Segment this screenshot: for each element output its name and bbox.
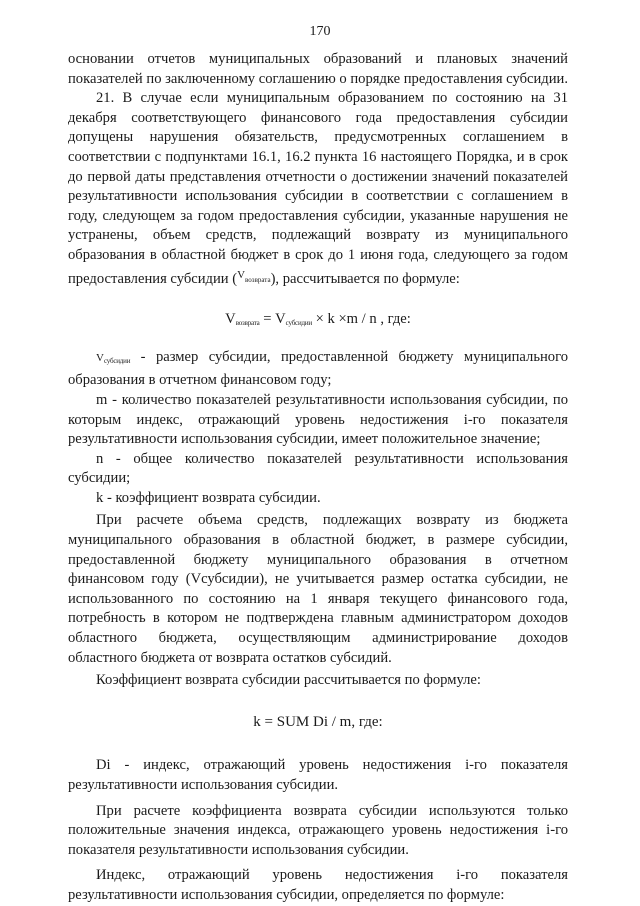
paragraph-calculation-note: При расчете объема средств, подлежащих возврату из бюджета муниципального образования в областной бюджет, в размере субсидии, предоставленной бюджету муниципального образования в отчетном финансовом году (Vсубсидии), не учитывается размер остатка субсидии, не использованного по состоянию на 1 января текущего финансового года, потребность в котором не подтверждена главным администратором доходов областного бюджета, осуществляющим администрирование доходов областного бюджета от возврата остатков субсидий. (68, 512, 568, 666)
def-v-text: - размер субсидии, предоставленной бюджету муниципального образования в отчетном финансовом году; (68, 348, 568, 389)
v-return-symbol: V (237, 268, 246, 281)
return-volume-formula (68, 310, 568, 334)
formula-v-subsidy: V (275, 311, 286, 328)
def-v-subscript: субсидии (103, 356, 131, 365)
def-v-symbol: V (96, 351, 104, 364)
definition-k: k - коэффициент возврата субсидии. (96, 489, 321, 506)
definition-n: n - общее количество показателей результативности использования субсидии; (68, 450, 568, 487)
formula-rest: × k ×m / n (311, 311, 377, 328)
v-return-subscript: возврата (245, 275, 271, 284)
definition-di: Di - индекс, отражающий уровень недостижения i-го показателя результативности использования субсидии. (68, 757, 568, 793)
formula-v-subsidy-sub: субсидии (285, 319, 312, 328)
paragraph-index-formula-intro: Индекс, отражающий уровень недостижения i-го показателя результативности использования субсидии, определяется по формуле: (68, 867, 568, 903)
paragraph-continuation: основании отчетов муниципальных образований и плановых значений показателей по заключенному соглашению о порядке предоставления субсидии. (68, 51, 568, 87)
formula-v-return-sub: возврата (235, 319, 260, 328)
page-content (68, 50, 568, 906)
paragraph-21-tail: ), рассчитывается по формуле: (270, 270, 460, 287)
page-number: 170 (309, 24, 331, 39)
formula-v-return: V (225, 311, 236, 328)
paragraph-coefficient-intro: Коэффициент возврата субсидии рассчитывается по формуле: (96, 672, 481, 689)
definition-v-subsidy (68, 348, 568, 391)
coefficient-formula: k = SUM Di / m, где: (253, 713, 383, 730)
definition-m: m - количество показателей результативности использования субсидии, по которым индекс, отражающий уровень недостижения i-го показателя результативности использования субсидии, имеет положительное значение; (68, 391, 568, 448)
formula-equals: = (259, 311, 276, 328)
paragraph-21-text: 21. В случае если муниципальным образованием по состоянию на 31 декабря соответствующего финансового года предоставления субсидии допущены нарушения обязательств, предусмотренных соглашением в соответствии с подпунктами 16.1, 16.2 пункта 16 настоящего Порядка, и в срок до первой даты представления отчетности о достижении значений показателей результативности использования субсидии в соответствии с соглашением в году, следующем за годом предоставления субсидии, указанные нарушения не устранены, объем средств, подлежащий возврату из муниципального образования в областной бюджет в срок до 1 июня года, следующего за годом предоставления субсидии ( (68, 90, 568, 287)
formula-tail: , где: (376, 311, 411, 328)
paragraph-21 (68, 89, 568, 290)
paragraph-positive-values: При расчете коэффициента возврата субсидии используются только положительные значения индекса, отражающего уровень недостижения i-го показателя результативности использования субсидии. (68, 802, 568, 858)
